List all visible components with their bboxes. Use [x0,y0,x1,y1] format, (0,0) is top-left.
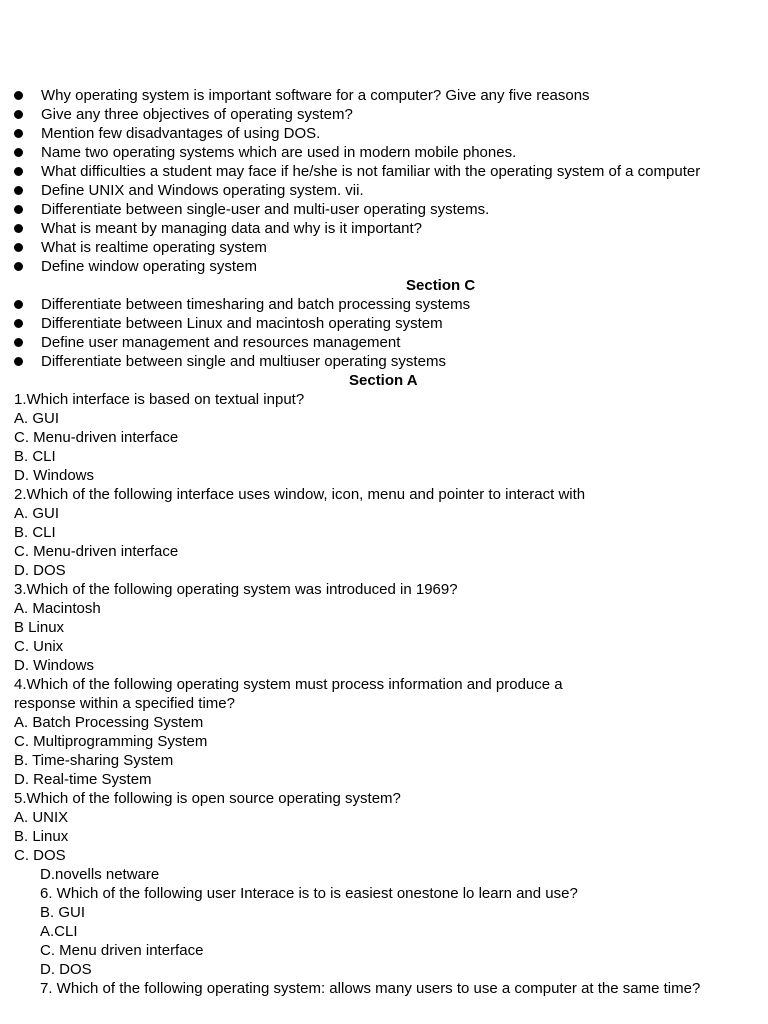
question-line: 1.Which interface is based on textual input? [14,391,305,408]
question-line: response within a specified time? [14,695,235,712]
list-item-text: Define user management and resources management [41,334,401,351]
list-item-text: Differentiate between single and multiuser operating systems [41,353,446,370]
option-line: C. Menu-driven interface [14,429,179,446]
list-item [0,181,768,200]
option-line: A. GUI [14,410,60,427]
option-line: A. GUI [14,505,60,522]
list-item-text: Define UNIX and Windows operating system. vii. [41,182,364,199]
question-line: 5.Which of the following is open source operating system? [14,790,401,807]
list-item [0,352,768,371]
list-item-text: Name two operating systems which are used in modern mobile phones. [41,144,517,161]
question-line: 3.Which of the following operating system was introduced in 1969? [14,581,458,598]
bullet-icon [14,205,23,214]
option-line: A. Macintosh [14,600,101,617]
list-item [0,124,768,143]
bullet-icon [14,110,23,119]
document-page [0,86,768,998]
list-item [0,105,768,124]
option-line: D. Windows [14,467,95,484]
list-item [0,200,768,219]
option-line: C. Multiprogramming System [14,733,208,750]
option-line: C. Menu-driven interface [14,543,179,560]
option-line: C. Menu driven interface [40,942,204,959]
list-item [0,295,768,314]
bullet-icon [14,338,23,347]
option-line: B. CLI [14,448,56,465]
bullet-icon [14,167,23,176]
option-line: A. Batch Processing System [14,714,204,731]
list-item-text: Why operating system is important software for a computer? Give any five reasons [41,87,590,104]
list-item [0,219,768,238]
list-item-text: Differentiate between single-user and multi-user operating systems. [41,201,490,218]
option-line: A. UNIX [14,809,69,826]
section-a-questions [0,390,768,998]
option-line: A.CLI [40,923,78,940]
list-item [0,314,768,333]
bullet-icon [14,148,23,157]
list-item [0,257,768,276]
option-line: C. Unix [14,638,64,655]
bullet-icon [14,319,23,328]
list-item-text: Give any three objectives of operating system? [41,106,353,123]
list-item [0,333,768,352]
bullet-icon [14,300,23,309]
bullet-icon [14,91,23,100]
list-item-text: Define window operating system [41,258,257,275]
list-item-text: What is realtime operating system [41,239,267,256]
option-line: B. CLI [14,524,56,541]
section-c-heading: Section C [406,277,476,294]
section-c-list [0,295,768,371]
option-line: D.novells netware [40,866,160,883]
option-line: D. Windows [14,657,95,674]
bullet-icon [14,129,23,138]
list-item-text: Mention few disadvantages of using DOS. [41,125,321,142]
option-line: D. DOS [14,562,66,579]
question-line: 6. Which of the following user Interace is to is easiest onestone lo learn and use? [40,885,578,902]
option-line: B Linux [14,619,65,636]
bullet-icon [14,262,23,271]
question-line: 2.Which of the following interface uses window, icon, menu and pointer to interact with [14,486,586,503]
section-b-list [0,86,768,276]
option-line: D. DOS [40,961,92,978]
list-item [0,162,768,181]
option-line: C. DOS [14,847,66,864]
list-item [0,143,768,162]
bullet-icon [14,186,23,195]
question-line: 4.Which of the following operating system must process information and produce a [14,676,563,693]
option-line: D. Real-time System [14,771,152,788]
bullet-icon [14,357,23,366]
option-line: B. Linux [14,828,69,845]
list-item-text: What difficulties a student may face if he/she is not familiar with the operating system of a computer [41,163,701,180]
bullet-icon [14,224,23,233]
option-line: B. GUI [40,904,86,921]
list-item-text: Differentiate between Linux and macintosh operating system [41,315,443,332]
question-line: 7. Which of the following operating system: allows many users to use a computer at the same time? [40,980,701,997]
list-item [0,86,768,105]
list-item-text: Differentiate between timesharing and batch processing systems [41,296,471,313]
option-line: B. Time-sharing System [14,752,174,769]
section-a-heading: Section A [349,372,418,389]
list-item-text: What is meant by managing data and why is it important? [41,220,423,237]
bullet-icon [14,243,23,252]
list-item [0,238,768,257]
